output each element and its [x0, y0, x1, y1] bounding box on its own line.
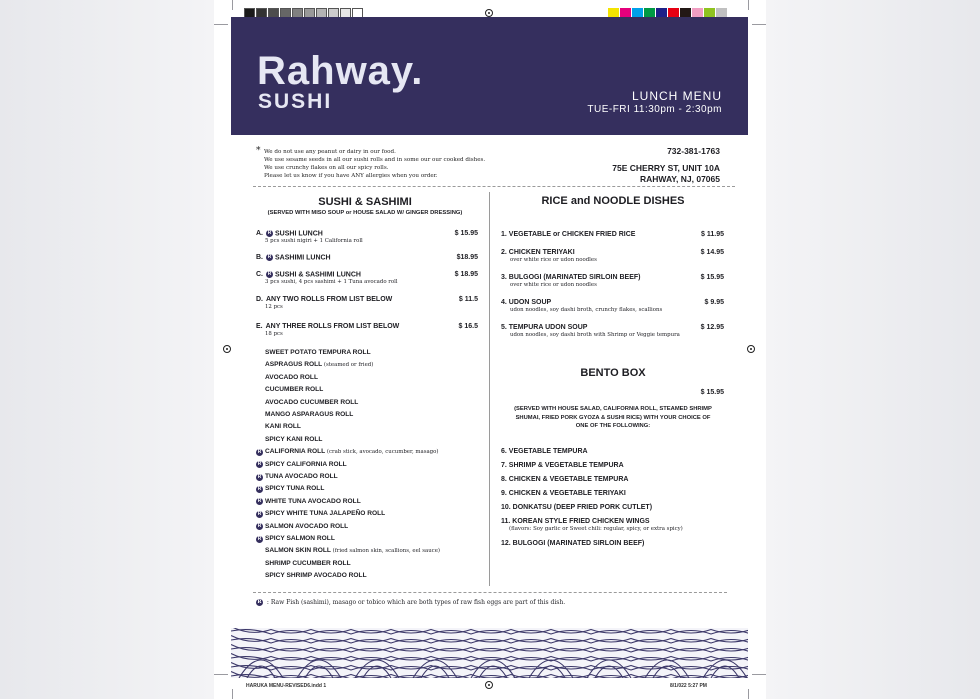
bento-option-name: 12. BULGOGI (MARINATED SIRLOIN BEEF): [501, 540, 645, 547]
trim-mark: [752, 674, 766, 675]
bento-option-name: 6. VEGETABLE TEMPURA: [501, 448, 588, 455]
sushi-item-name: SASHIMI LUNCH: [275, 254, 331, 262]
rice-noodle-item-description: over white rice or udon noodles: [510, 257, 597, 263]
wave-illustration: [231, 628, 748, 678]
trim-mark: [748, 0, 749, 10]
raw-fish-badge-icon: R: [257, 485, 262, 492]
footnote-text: : Raw Fish (sashimi), masago or tobico which are both types of raw fish eggs are part of this dish.: [266, 599, 566, 606]
address-line-1: 75E CHERRY ST, UNIT 10A: [612, 163, 720, 173]
rice-noodle-item-name: 3. BULGOGI (MARINATED SIRLOIN BEEF): [501, 274, 641, 281]
rice-noodle-item-description: udon noodles, soy dashi broth with Shrimp or Veggie tempura: [510, 332, 680, 338]
registration-mark-icon: [485, 681, 493, 689]
bento-option-name: 9. CHICKEN & VEGETABLE TERIYAKI: [501, 490, 626, 497]
roll-item: [265, 411, 353, 418]
roll-name: KANI ROLL: [265, 423, 301, 431]
sushi-item-name: ANY THREE ROLLS FROM LIST BELOW: [265, 323, 400, 330]
bento-option: [501, 540, 644, 547]
divider: [253, 592, 727, 593]
roll-item: [265, 399, 358, 406]
registration-mark-icon: [485, 9, 493, 17]
roll-name: SALMON AVOCADO ROLL: [265, 522, 349, 530]
asterisk-icon: *: [256, 146, 261, 156]
sushi-item: [256, 271, 398, 285]
header-banner: [231, 17, 748, 135]
rice-noodle-item: [501, 324, 680, 338]
sushi-item-name: SUSHI & SASHIMI LUNCH: [275, 271, 361, 279]
roll-name: SALMON SKIN ROLL: [265, 547, 331, 555]
bento-section-title: BENTO BOX: [580, 367, 646, 379]
raw-fish-badge-icon: R: [257, 535, 262, 542]
trim-mark: [752, 24, 766, 25]
sushi-item-price: $ 18.95: [454, 271, 478, 278]
menu-hours: TUE-FRI 11:30pm - 2:30pm: [587, 104, 722, 115]
bento-option: [501, 476, 628, 483]
sushi-item-label: A.: [256, 230, 263, 238]
trim-mark: [232, 689, 233, 699]
roll-name: SPICY KANI ROLL: [265, 435, 323, 443]
roll-name: SPICY TUNA ROLL: [265, 485, 325, 493]
sushi-section-title: SUSHI & SASHIMI: [318, 196, 412, 208]
roll-item: [265, 436, 322, 443]
bento-option-name: 8. CHICKEN & VEGETABLE TEMPURA: [501, 476, 629, 483]
roll-name: TUNA AVOCADO ROLL: [265, 473, 338, 480]
raw-fish-badge-icon: R: [257, 473, 262, 480]
sushi-item-price: $ 15.95: [454, 230, 478, 237]
rice-noodle-item-price: $ 14.95: [700, 249, 724, 256]
rice-noodle-item-description: udon noodles, soy dashi broth, crunchy flakes, scallions: [510, 307, 663, 313]
raw-fish-badge-icon: R: [267, 271, 272, 277]
raw-fish-badge-icon: R: [267, 254, 272, 260]
rice-noodle-item-name: 1. VEGETABLE or CHICKEN FRIED RICE: [501, 231, 636, 238]
sushi-item-price: $18.95: [456, 254, 478, 261]
rice-noodle-item: [501, 299, 662, 313]
raw-fish-badge-icon: R: [257, 599, 262, 605]
sushi-item: [256, 323, 399, 337]
roll-item: [265, 423, 301, 430]
rice-noodle-item-price: $ 12.95: [700, 324, 724, 331]
roll-note: (steamed or fried): [323, 362, 374, 369]
rice-noodle-item-name: 4. UDON SOUP: [501, 299, 552, 306]
sushi-item: [256, 254, 331, 261]
roll-item: [265, 448, 438, 455]
contact-info: [612, 146, 720, 185]
roll-name: ASPRAGUS ROLL: [265, 361, 323, 369]
bento-option: [501, 518, 683, 532]
bento-option: [501, 462, 624, 469]
roll-name: CALIFORNIA ROLL: [265, 448, 326, 456]
raw-fish-badge-icon: R: [257, 523, 262, 530]
roll-name: SPICY SHRIMP AVOCADO ROLL: [265, 572, 367, 580]
allergy-note-line: We use crunchy flakes on all our spicy rolls.: [264, 165, 389, 171]
roll-note: (fried salmon skin, scallions, eel sauce): [332, 548, 440, 555]
roll-item: [265, 361, 373, 368]
menu-title: LUNCH MENU: [631, 89, 722, 103]
roll-item: [265, 485, 324, 492]
sushi-item-label: E.: [256, 323, 263, 330]
bento-option: [501, 504, 652, 511]
sushi-item-description: 18 pcs: [265, 331, 283, 337]
trim-mark: [748, 689, 749, 699]
roll-name: AVOCADO CUCUMBER ROLL: [265, 398, 359, 406]
roll-item: [265, 498, 361, 505]
sushi-item-price: $ 11.5: [458, 296, 478, 303]
roll-name: AVOCADO ROLL: [265, 373, 318, 381]
trim-mark: [214, 24, 228, 25]
registration-mark-icon: [747, 345, 755, 353]
roll-item: [265, 572, 367, 579]
brand-subtitle: SUSHI: [258, 90, 333, 113]
bento-description-line: (SERVED WITH HOUSE SALAD, CALIFORNIA ROLL, STEAMED SHRIMP: [514, 406, 712, 412]
roll-item: [265, 473, 338, 480]
roll-name: SHRIMP CUCUMBER ROLL: [265, 559, 351, 567]
brand-logo: Rahway.: [257, 49, 424, 93]
raw-fish-badge-icon: R: [257, 498, 262, 505]
roll-item: [265, 523, 348, 530]
roll-item: [265, 560, 351, 567]
phone-number: 732-381-1763: [667, 146, 720, 156]
divider: [253, 186, 735, 187]
sushi-item-name: ANY TWO ROLLS FROM LIST BELOW: [266, 296, 393, 303]
trim-mark: [232, 0, 233, 10]
column-divider: [489, 192, 490, 586]
bento-description: [500, 405, 726, 431]
bento-option: [501, 490, 626, 497]
rice-noodle-item: [501, 274, 640, 288]
allergy-note-line: We do not use any peanut or dairy in our food.: [264, 149, 396, 155]
rice-noodle-item: [501, 231, 635, 238]
rice-noodle-item-price: $ 15.95: [700, 274, 724, 281]
roll-name: SPICY SALMON ROLL: [265, 535, 335, 542]
sushi-item-label: B.: [256, 254, 263, 262]
roll-name: CUCUMBER ROLL: [265, 386, 324, 394]
rice-noodle-item-price: $ 9.95: [704, 299, 724, 306]
sushi-item-price: $ 16.5: [458, 323, 478, 330]
sushi-item: [256, 296, 392, 310]
allergy-note-line: We use sesame seeds in all our sushi rolls and in some our our cooked dishes.: [264, 157, 486, 163]
allergy-note: [258, 148, 485, 180]
roll-name: WHITE TUNA AVOCADO ROLL: [265, 497, 361, 505]
raw-fish-badge-icon: R: [257, 448, 262, 455]
bento-option-name: 11. KOREAN STYLE FRIED CHICKEN WINGS: [501, 518, 650, 525]
roll-item: [265, 374, 318, 381]
sushi-item-description: 3 pcs sushi, 4 pcs sashimi + 1 Tuna avocado roll: [265, 279, 398, 286]
sushi-item-description: 5 pcs sushi nigiri + 1 California roll: [265, 238, 363, 245]
rice-noodle-item-name: 2. CHICKEN TERIYAKI: [501, 249, 575, 256]
registration-mark-icon: [223, 345, 231, 353]
roll-item: [265, 547, 440, 554]
roll-note: (crab stick, avocado, cucumber, masago): [326, 449, 439, 456]
bento-option-description: (flavors: Soy garlic or Sweet chili: regular, spicy, or extra spicy): [509, 526, 683, 532]
bento-description-line: SHUMAI, FRIED PORK GYOZA & SUSHI RICE) WITH YOUR CHOICE OF: [515, 414, 711, 421]
bento-option-name: 10. DONKATSU (DEEP FRIED PORK CUTLET): [501, 504, 653, 511]
bento-price: $ 15.95: [700, 389, 724, 396]
raw-fish-footnote: [256, 599, 565, 606]
sushi-item: [256, 230, 363, 244]
print-slug-date: 8/1/022 5:27 PM: [670, 683, 707, 689]
rice-noodle-item-description: over white rice or udon noodles: [510, 282, 597, 288]
bento-option: [501, 448, 588, 455]
rice-noodle-section-title: RICE and NOODLE DISHES: [541, 195, 685, 207]
sushi-item-name: SUSHI LUNCH: [275, 230, 323, 238]
roll-name: SPICY CALIFORNIA ROLL: [265, 460, 347, 468]
sushi-section-subtitle: (SERVED WITH MISO SOUP or HOUSE SALAD W/ GINGER DRESSING): [267, 210, 463, 216]
roll-item: [265, 349, 371, 356]
rice-noodle-item: [501, 249, 597, 263]
roll-name: MANGO ASPARAGUS ROLL: [265, 411, 354, 418]
wave-pattern-icon: [231, 628, 748, 678]
raw-fish-badge-icon: R: [257, 461, 262, 468]
print-slug-file: HARUKA MENU-REVISED6.indd 1: [246, 683, 327, 689]
rice-noodle-item-name: 5. TEMPURA UDON SOUP: [501, 324, 588, 331]
sushi-item-label: C.: [256, 271, 263, 279]
rice-noodle-item-price: $ 11.95: [701, 231, 724, 238]
allergy-note-line: Please let us know if you have ANY allergies when you order.: [264, 173, 438, 179]
roll-item: [265, 535, 335, 542]
raw-fish-badge-icon: R: [257, 510, 262, 517]
trim-mark: [214, 674, 228, 675]
bento-option-name: 7. SHRIMP & VEGETABLE TEMPURA: [501, 462, 624, 469]
roll-name: SWEET POTATO TEMPURA ROLL: [265, 349, 371, 356]
sushi-item-label: D.: [256, 296, 263, 303]
address-line-2: RAHWAY, NJ, 07065: [639, 174, 720, 184]
roll-item: [265, 461, 347, 468]
bento-description-line: ONE OF THE FOLLOWING:: [575, 423, 651, 429]
raw-fish-badge-icon: R: [267, 230, 272, 236]
roll-name: SPICY WHITE TUNA JALAPEÑO ROLL: [265, 510, 386, 518]
roll-item: [265, 386, 323, 393]
sushi-item-description: 12 pcs: [265, 304, 283, 310]
roll-item: [265, 510, 385, 517]
